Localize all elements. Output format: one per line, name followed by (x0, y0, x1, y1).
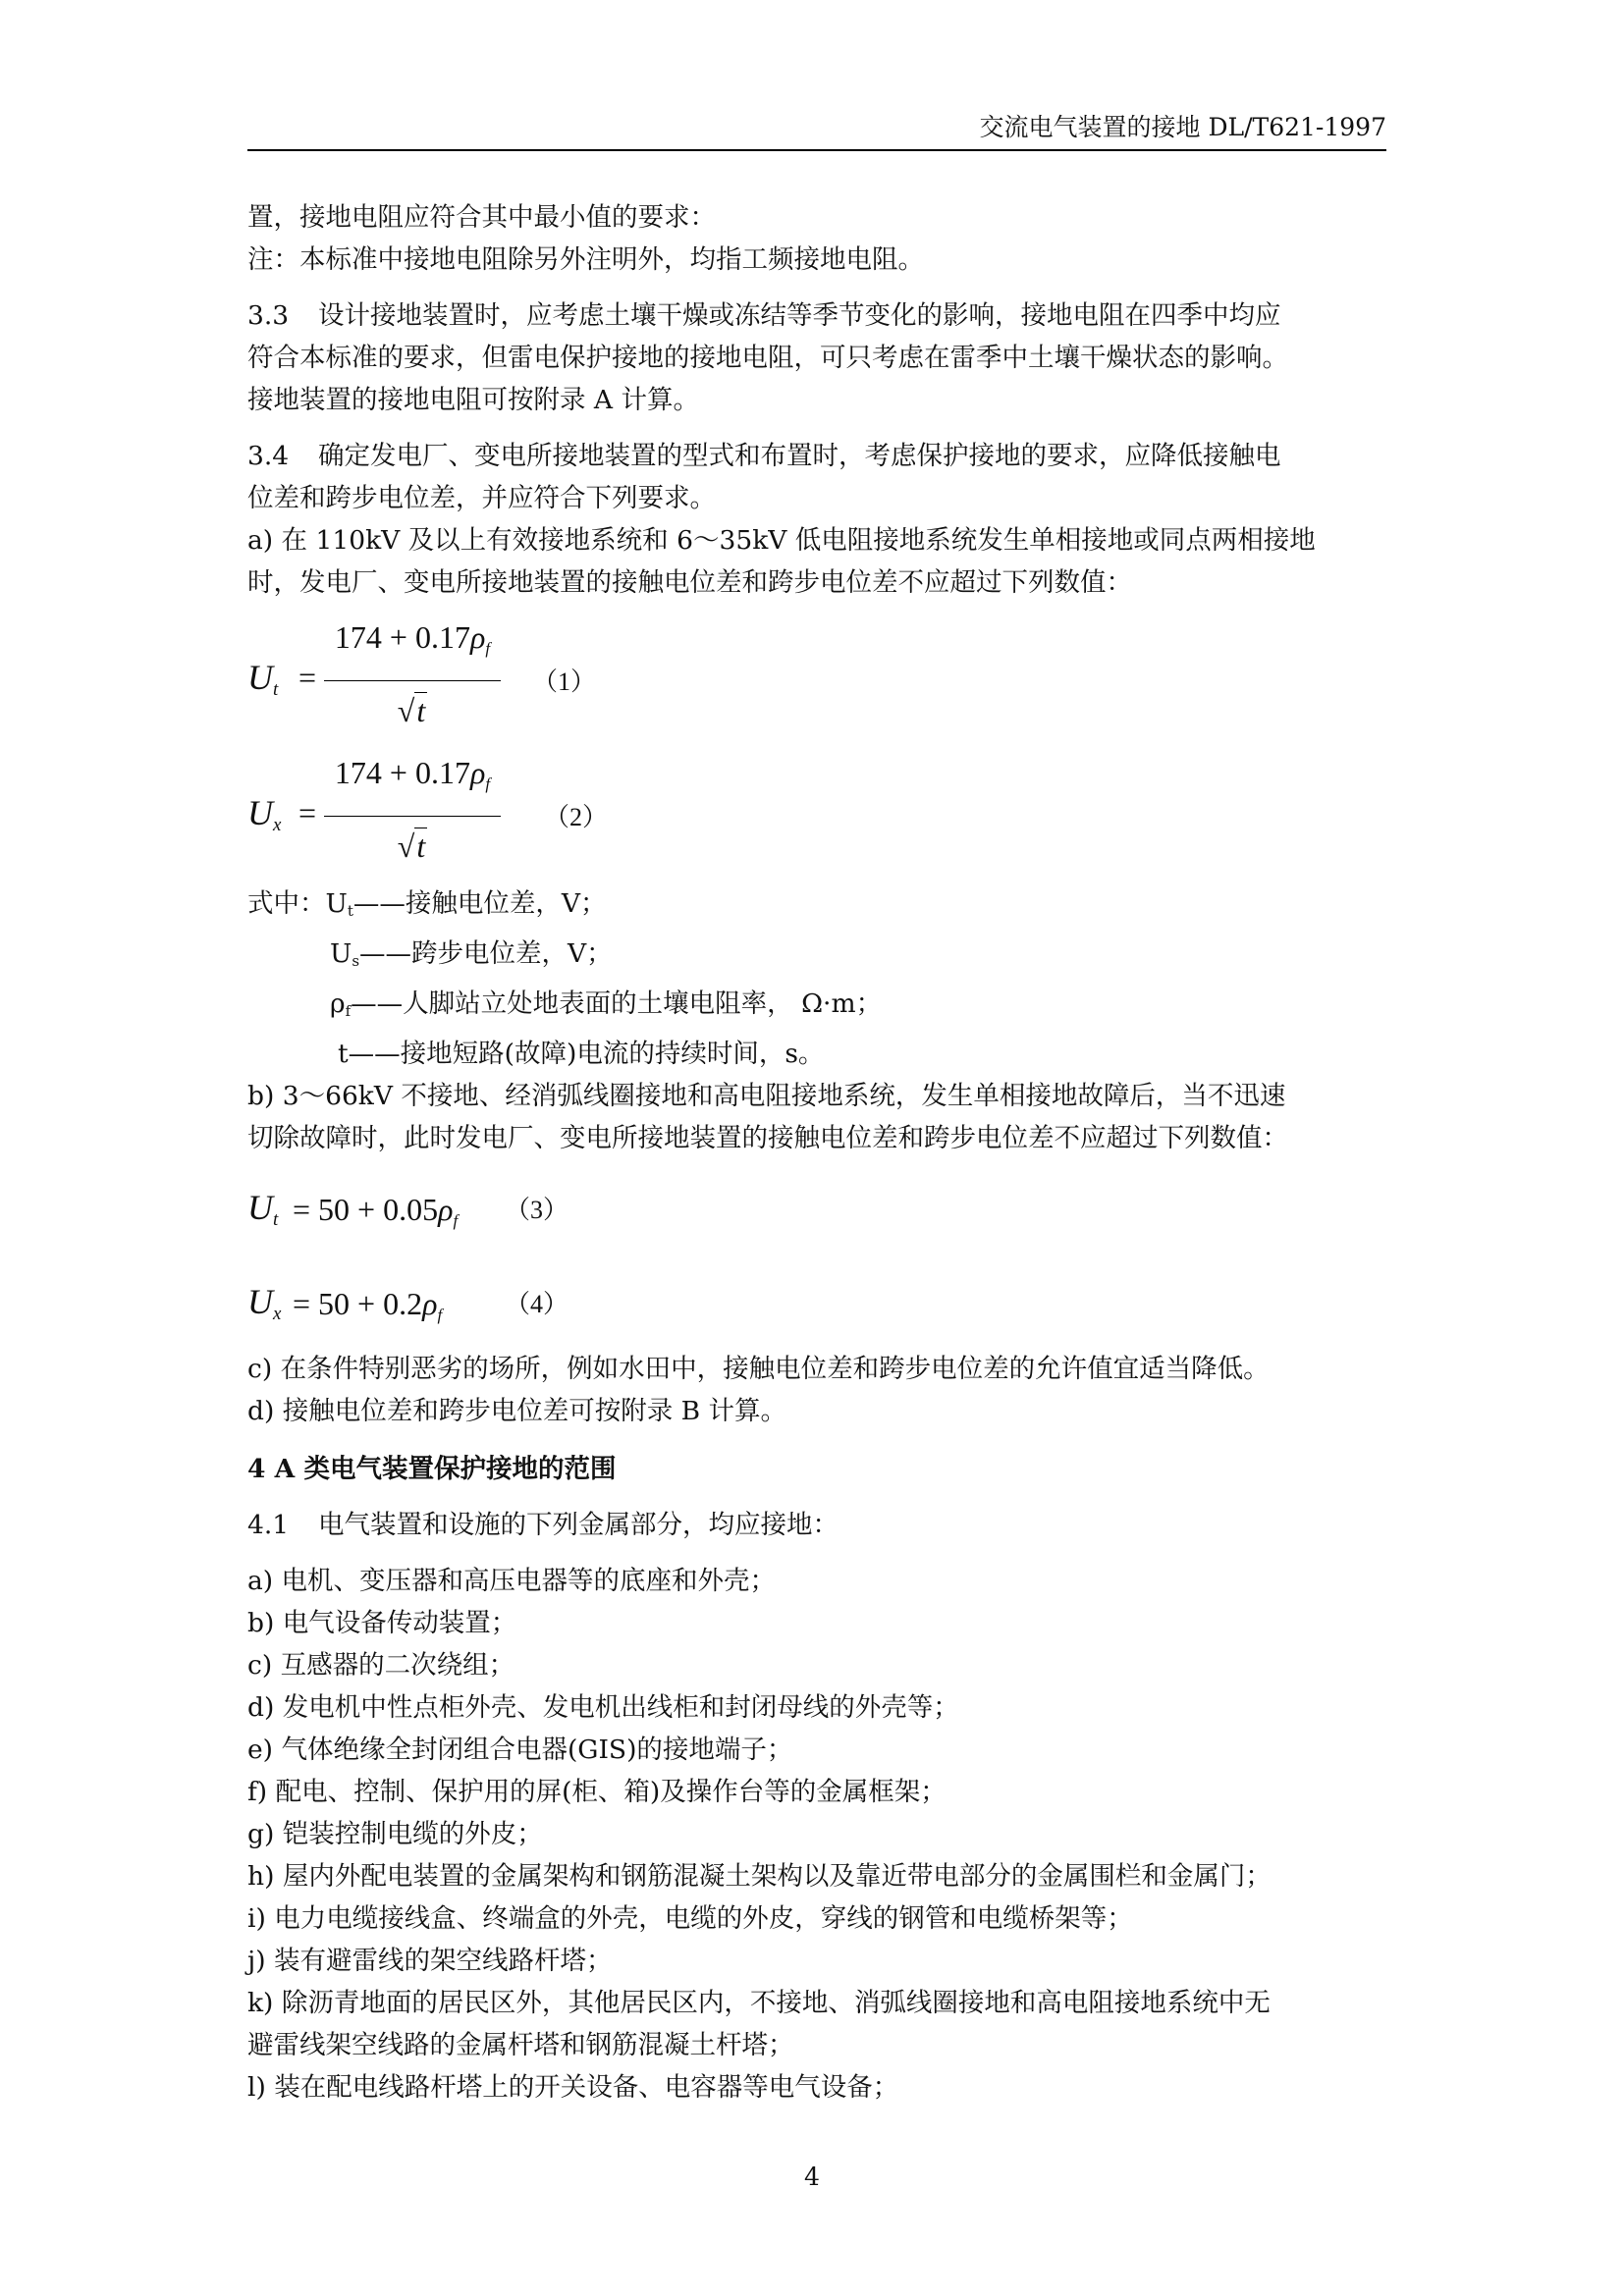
symbol: $U_t$ (325, 888, 353, 920)
list-item: i) 电力电缆接线盒、终端盒的外壳，电缆的外皮，穿线的钢管和电缆桥架等； (247, 1903, 1133, 1934)
numerator: $174 + 0.17\rho_f$ (334, 619, 491, 658)
fraction-bar (324, 816, 501, 817)
item-a-line-1: a) 在 110kV 及以上有效接地系统和 6～35kV 低电阻接地系统发生单相接地或同点两相接地 (247, 525, 1316, 556)
equation-number: （3） (505, 1196, 569, 1224)
equation-number: （4） (505, 1290, 569, 1318)
numerator: $174 + 0.17\rho_f$ (334, 755, 491, 793)
formula-rhs: = $50 + 0.05\rho_f$ (293, 1192, 459, 1230)
formula-rhs: = $50 + 0.2\rho_f$ (293, 1286, 443, 1324)
equation-number: （2） (544, 803, 609, 831)
item-d: d) 接触电位差和跨步电位差可按附录 B 计算。 (247, 1396, 787, 1426)
item-a-line-2: 时，发电厂、变电所接地装置的接触电位差和跨步电位差不应超过下列数值： (247, 567, 1132, 598)
clause-number: 3.4 (247, 441, 290, 471)
clause-3-3-line-3: 接地装置的接地电阻可按附录 A 计算。 (247, 385, 699, 415)
formula-3 (247, 1159, 1386, 1254)
formula-lhs: $U_t$ (247, 1188, 279, 1230)
list-item: h) 屋内外配电装置的金属架构和钢筋混凝土架构以及靠近带电部分的金属围栏和金属门； (247, 1861, 1272, 1892)
formula-lhs: $U_t$ (247, 658, 279, 700)
section-4-heading: 4 A 类电气装置保护接地的范围 (247, 1454, 617, 1484)
fraction (324, 749, 501, 870)
list-item: d) 发电机中性点柜外壳、发电机出线柜和封闭母线的外壳等； (247, 1692, 959, 1723)
symbol-definitions (247, 882, 1386, 1075)
fraction-bar (324, 680, 501, 681)
clause-number: 3.3 (247, 300, 290, 331)
formula-lhs: $U_x$ (247, 793, 282, 835)
clause-3-3-line-2: 符合本标准的要求，但雷电保护接地的接地电阻，可只考虑在雷季中土壤干燥状态的影响。 (247, 343, 1288, 373)
formula-2 (247, 749, 1386, 877)
equals-sign: = (298, 660, 317, 695)
list-item: e) 气体绝缘全封闭组合电器(GIS)的接地端子； (247, 1735, 793, 1765)
formula-1 (247, 614, 1386, 741)
list-item: b) 电气设备传动装置； (247, 1608, 517, 1638)
page-number: 4 (804, 2163, 820, 2191)
item-c: c) 在条件特别恶劣的场所，例如水田中，接触电位差和跨步电位差的允许值宜适当降低。 (247, 1354, 1270, 1384)
clause-3-4-line-1 (247, 435, 1386, 477)
list-item: g) 铠装控制电缆的外皮； (247, 1819, 543, 1849)
item-b-line-1: b) 3～66kV 不接地、经消弧线圈接地和高电阻接地系统，发生单相接地故障后，当不迅速 (247, 1081, 1286, 1111)
page-content (247, 196, 1386, 2109)
denominator: √t (397, 693, 426, 728)
equation-number: （1） (532, 667, 597, 696)
clause-3-3-line-1 (247, 294, 1386, 337)
list-item: l) 装在配电线路杆塔上的开关设备、电容器等电气设备； (247, 2072, 899, 2103)
formula-lhs: $U_x$ (247, 1282, 282, 1324)
definition-rho: $\rho_f——$人脚站立处地表面的土壤电阻率， Ω·m； (330, 988, 883, 1020)
definition-us: $U_s——$跨步电位差，V； (330, 938, 613, 970)
paragraph-continuation: 置，接地电阻应符合其中最小值的要求： (247, 202, 716, 233)
symbol: $\rho_f$ (330, 988, 352, 1020)
clause-number: 4.1 (247, 1510, 290, 1540)
clause-text: 电气装置和设施的下列金属部分，均应接地： (318, 1510, 839, 1540)
definition-ut: 式中：$U_t——$接触电位差，V； (247, 888, 607, 920)
list-item: k) 除沥青地面的居民区外，其他居民区内，不接地、消弧线圈接地和高电阻接地系统中无 (247, 1988, 1271, 2018)
fraction (324, 614, 501, 734)
item-b-line-2: 切除故障时，此时发电厂、变电所接地装置的接触电位差和跨步电位差不应超过下列数值： (247, 1123, 1288, 1153)
symbol: t (338, 1039, 349, 1069)
running-header: 交流电气装置的接地 DL/T621-1997 (979, 113, 1386, 141)
clause-text: 确定发电厂、变电所接地装置的型式和布置时，考虑保护接地的要求，应降低接触电 (318, 441, 1281, 471)
definition-t: t——接地短路(故障)电流的持续时间，s。 (338, 1039, 825, 1069)
list-item: c) 互感器的二次绕组； (247, 1650, 515, 1681)
clause-text: 设计接地装置时，应考虑土壤干燥或冻结等季节变化的影响，接地电阻在四季中均应 (318, 300, 1281, 331)
note-paragraph: 注：本标准中接地电阻除另外注明外，均指工频接地电阻。 (247, 244, 924, 275)
equals-sign: = (298, 795, 317, 830)
list-item: f) 配电、控制、保护用的屏(柜、箱)及操作台等的金属框架； (247, 1777, 947, 1807)
clause-4-1 (247, 1504, 1386, 1546)
list-item: j) 装有避雷线的架空线路杆塔； (247, 1946, 613, 1976)
clause-3-4-line-2: 位差和跨步电位差，并应符合下列要求。 (247, 483, 716, 513)
denominator: √t (397, 828, 426, 864)
header-rule (247, 149, 1386, 151)
list-item: 避雷线架空线路的金属杆塔和钢筋混凝土杆塔； (247, 2030, 794, 2060)
formula-4 (247, 1254, 1386, 1348)
list-item: a) 电机、变压器和高压电器等的底座和外壳； (247, 1566, 777, 1596)
symbol: $U_s$ (330, 938, 360, 970)
